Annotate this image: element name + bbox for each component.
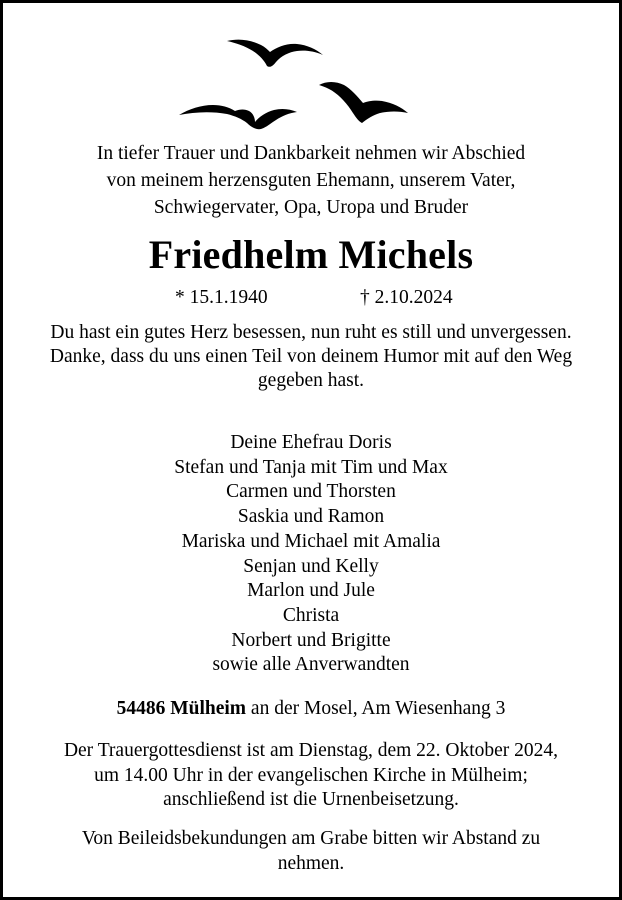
family-address	[3, 696, 619, 722]
intro-line: Schwiegervater, Opa, Uropa und Bruder	[153, 197, 469, 218]
birth-date: * 15.1.1940	[175, 287, 268, 308]
mourner-entry: Stefan und Tanja mit Tim und Max	[174, 456, 448, 478]
quote-line: Danke, dass du uns einen Teil von deinem Humor mit auf den Weg gegeben hast.	[49, 346, 573, 391]
quote-line: Du hast ein gutes Herz besessen, nun ruht es still und unvergessen.	[50, 322, 572, 343]
intro-text	[3, 140, 619, 221]
service-line: anschließend ist die Urnenbeisetzung.	[163, 789, 459, 810]
address-street: an der Mosel, Am Wiesenhang 3	[246, 698, 506, 719]
service-line: um 14.00 Uhr in der evangelischen Kirche in Mülheim;	[94, 764, 528, 786]
mourner-entry: Marlon und Jule	[247, 580, 375, 602]
death-date: † 2.10.2024	[360, 287, 453, 308]
condolence-note	[23, 827, 599, 876]
mourner-entry: Saskia und Ramon	[237, 506, 385, 528]
flying-birds-icon	[173, 33, 443, 133]
bird-top-icon	[227, 40, 323, 67]
mourner-entry: Carmen und Thorsten	[226, 481, 396, 503]
mourner-entry: sowie alle Anverwandten	[212, 654, 410, 676]
memorial-quote	[33, 321, 589, 393]
condolence-line: nehmen.	[277, 852, 345, 874]
funeral-service-info	[23, 739, 599, 813]
bird-left-icon	[179, 105, 297, 129]
service-line: Der Trauergottesdienst ist am Dienstag, dem 22. Oktober 2024,	[63, 740, 559, 761]
mourners-list	[3, 431, 619, 678]
condolence-line: Von Beileidsbekundungen am Grabe bitten wir Abstand zu	[81, 828, 541, 849]
intro-line: In tiefer Trauer und Dankbarkeit nehmen wir Abschied	[96, 143, 526, 164]
mourner-entry: Christa	[282, 604, 340, 626]
mourner-entry: Senjan und Kelly	[243, 555, 379, 577]
address-city: 54486 Mülheim	[116, 698, 247, 719]
bird-right-icon	[319, 82, 408, 123]
intro-line: von meinem herzensguten Ehemann, unserem Vater,	[106, 170, 516, 191]
mourner-entry: Norbert und Brigitte	[231, 629, 391, 651]
deceased-name: Friedhelm Michels	[148, 232, 474, 277]
mourner-entry: Mariska und Michael mit Amalia	[181, 530, 441, 552]
life-dates	[3, 285, 619, 311]
mourner-entry: Deine Ehefrau Doris	[230, 432, 392, 453]
